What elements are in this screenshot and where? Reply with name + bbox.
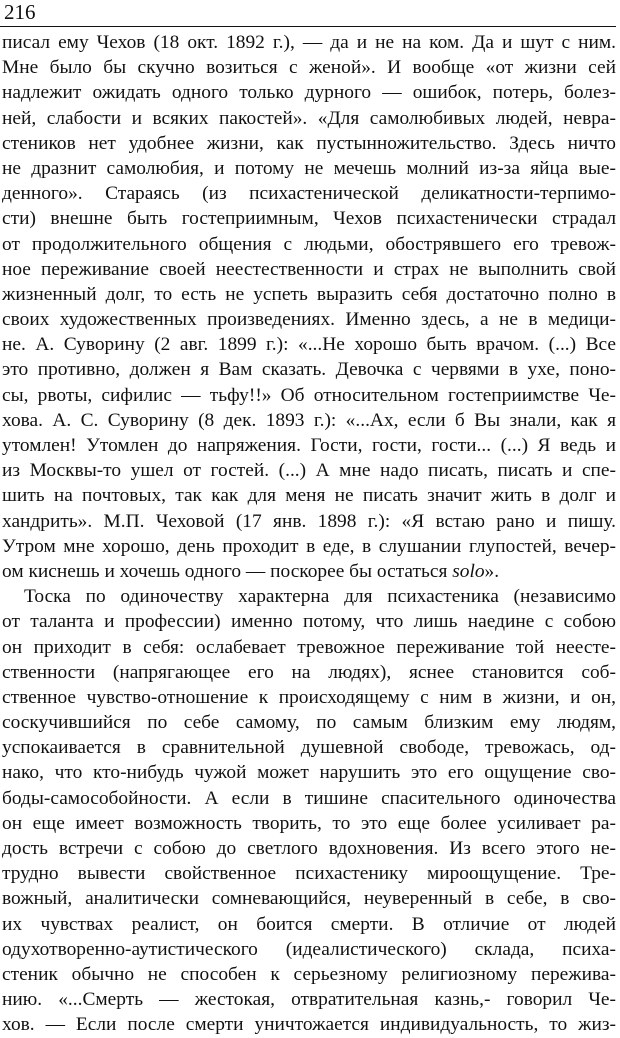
text-line: [2, 786, 616, 811]
line-text: вожный, аналитически сомневающийся, неуверенный в себе, в сво-: [2, 888, 616, 910]
text-line: [2, 181, 616, 206]
text-line: [2, 257, 616, 282]
text-line: [2, 307, 616, 332]
text-line: [2, 55, 616, 80]
text-line: [2, 433, 616, 458]
header-rule: [0, 26, 616, 27]
text-line: [2, 408, 616, 433]
line-text: денного». Стараясь (из психастенической деликатности-терпимо-: [2, 183, 616, 205]
line-text: Утром мне хорошо, день проходит в еде, в слушании глупостей, вечер-: [2, 535, 616, 557]
line-text: надлежит ожидать одного только дурного — ошибок, потерь, болез-: [2, 82, 616, 104]
line-text: трудно вывести свойственное психастенику мироощущение. Тре-: [2, 863, 616, 885]
text-line: [2, 660, 616, 685]
text-line: [2, 1012, 616, 1037]
line-text: хандрить». М.П. Чеховой (17 янв. 1898 г.): «Я встаю рано и пишу.: [2, 510, 616, 532]
text-line: [2, 206, 616, 231]
line-text: ственное чувство-отношение к происходящему с ним в жизни, и он,: [2, 686, 616, 708]
text-line: [2, 861, 616, 886]
line-text: не. А. Суворину (2 авг. 1899 г.): «...Не хорошо быть врачом. (...) Все: [2, 334, 616, 356]
text-line: [2, 30, 616, 55]
line-text: успокаивается в сравнительной душевной свободе, тревожась, од-: [2, 737, 616, 759]
line-text: не дразнит самолюбия, и потому не мечешь молний из-за яйца вые-: [2, 157, 616, 179]
text-line: [2, 584, 616, 609]
line-text: ное переживание своей неестественности и страх не выполнить свой: [2, 258, 616, 280]
text-line: [2, 987, 616, 1012]
text-line: [2, 710, 616, 735]
line-text: от продолжительного общения с людьми, обострявшего его тревож-: [2, 233, 616, 255]
line-text: их чувствах реалист, он боится смерти. В отличие от людей: [2, 913, 616, 935]
text-line: [2, 811, 616, 836]
text-line: [2, 760, 616, 785]
line-text: хова. А. С. Суворину (8 дек. 1893 г.): «...Ах, если б Вы знали, как я: [2, 409, 616, 431]
line-text: сы, рвоты, сифилис — тьфу!!» Об относительном гостеприимстве Че-: [2, 384, 616, 406]
line-text: он еще имеет возможность творить, то это еще более усиливает ра-: [2, 812, 616, 834]
line-text: от таланта и профессии) именно потому, что лишь наедине с собою: [2, 611, 616, 633]
text-line: [2, 735, 616, 760]
text-line: [2, 458, 616, 483]
line-text: стеник обычно не способен к серьезному религиозному пережива-: [2, 963, 616, 985]
text-line: [2, 836, 616, 861]
line-text: ственности (напрягающее его на людях), яснее становится соб-: [2, 661, 616, 683]
text-line: [2, 483, 616, 508]
line-text: писал ему Чехов (18 окт. 1892 г.), — да и не на ком. Да и шут с ним.: [2, 32, 616, 53]
line-text: сти) внешне быть гостеприимным, Чехов психастенически страдал: [2, 208, 616, 230]
text-line: [2, 383, 616, 408]
text-line: [2, 559, 616, 584]
text-line: [2, 131, 616, 156]
italic-word: solo: [452, 560, 485, 582]
text-line: [2, 534, 616, 559]
line-text: соскучившийся по себе самому, по самым близким ему людям,: [2, 712, 616, 734]
page-number: 216: [4, 0, 36, 24]
line-text: дость встречи с собою до светлого вдохновения. Из всего этого не-: [2, 838, 616, 859]
text-line: [2, 357, 616, 382]
text-line: [2, 886, 616, 911]
closing-punctuation: ».: [484, 560, 500, 582]
text-line: [2, 635, 616, 660]
text-line: [2, 912, 616, 937]
text-line: [2, 685, 616, 710]
text-line: [2, 962, 616, 987]
line-text: одухотворенно-аутистического (идеалистического) склада, психа-: [2, 938, 616, 960]
line-text: ней, слабости и всяких пакостей». «Для самолюбивых людей, невра-: [2, 107, 616, 129]
line-text: жизненный долг, то есть не успеть выразить себя достаточно полно в: [2, 283, 616, 305]
text-line: [2, 106, 616, 131]
text-line: [2, 609, 616, 634]
line-text: Мне было бы скучно возиться с женой». И вообще «от жизни сей: [2, 57, 616, 79]
line-text: нако, что кто-нибудь чужой может нарушить это его ощущение сво-: [2, 762, 616, 784]
text-line: [2, 80, 616, 105]
paragraph-2: [2, 584, 616, 1037]
line-text: утомлен! Утомлен до напряжения. Гости, гости, гости... (...) Я ведь и: [2, 435, 616, 456]
line-text: шить на почтовых, так как для меня не писать значит жить в долг и: [2, 485, 616, 507]
line-text: ом киснешь и хочешь одного — поскорее бы остаться: [2, 560, 453, 582]
line-text: это противно, должен я Вам сказать. Девочка с червями в ухе, поно-: [2, 359, 616, 381]
text-line: [2, 509, 616, 534]
line-text: стеников нет удобнее жизни, как пустынножительство. Здесь ничто: [2, 132, 616, 154]
text-line: [2, 232, 616, 257]
line-text: Тоска по одиночеству характерна для психастеника (независимо: [24, 586, 616, 608]
text-line: [2, 937, 616, 962]
text-line: [2, 282, 616, 307]
line-text: он приходит в себя: ослабевает тревожное переживание той неесте-: [2, 636, 616, 658]
line-text: хов. — Если после смерти уничтожается индивидуальность, то жиз-: [2, 1014, 616, 1036]
line-text: боды-самособойности. А если в тишине спасительного одиночества: [2, 787, 616, 809]
line-text: из Москвы-то ушел от гостей. (...) А мне надо писать, писать и спе-: [2, 460, 616, 482]
paragraph-1: [2, 30, 616, 584]
text-line: [2, 156, 616, 181]
text-line: [2, 332, 616, 357]
line-text: своих художественных произведениях. Именно здесь, а не в медици-: [2, 309, 616, 331]
line-text: нию. «...Смерть — жестокая, отвратительная казнь,- говорил Че-: [2, 989, 616, 1011]
body-text: [2, 30, 616, 1038]
